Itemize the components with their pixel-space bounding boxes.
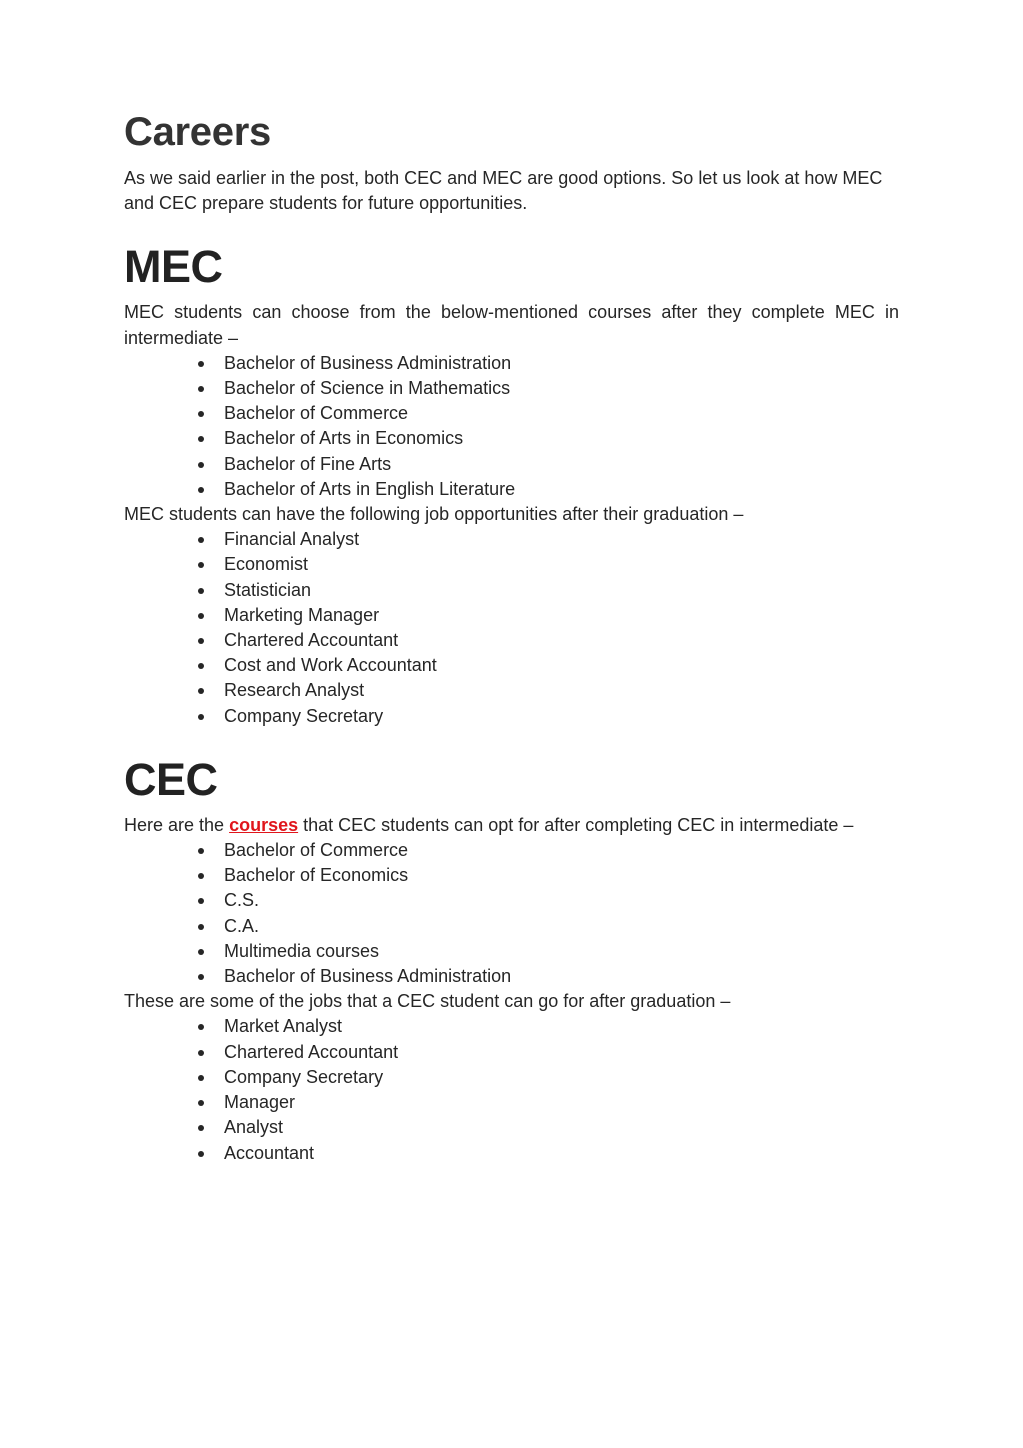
bullet-icon [198, 1100, 204, 1106]
bullet-icon [198, 361, 204, 367]
bullet-icon [198, 949, 204, 955]
cec-courses-intro: Here are the courses that CEC students can opt for after completing CEC in intermediate – [124, 814, 854, 835]
bullet-icon [198, 1125, 204, 1131]
list-item: C.A. [124, 914, 899, 939]
mec-heading: MEC [124, 241, 223, 293]
list-item: Bachelor of Business Administration [124, 964, 899, 989]
list-item: Chartered Accountant [124, 1040, 899, 1065]
bullet-icon [198, 1075, 204, 1081]
bullet-icon [198, 898, 204, 904]
bullet-icon [198, 386, 204, 392]
cec-jobs-intro: These are some of the jobs that a CEC student can go for after graduation – [124, 991, 731, 1012]
list-item: Bachelor of Commerce [124, 838, 899, 863]
bullet-icon [198, 537, 204, 543]
bullet-icon [198, 688, 204, 694]
list-item: Bachelor of Economics [124, 863, 899, 888]
courses-link[interactable]: courses [229, 814, 299, 835]
list-item: Company Secretary [124, 1065, 899, 1090]
bullet-icon [198, 1151, 204, 1157]
list-item: Cost and Work Accountant [124, 653, 899, 678]
document-page [124, 104, 899, 1166]
list-item: Accountant [124, 1141, 899, 1166]
mec-jobs-intro: MEC students can have the following job opportunities after their graduation – [124, 504, 744, 525]
bullet-icon [198, 873, 204, 879]
list-item: Chartered Accountant [124, 628, 899, 653]
bullet-icon [198, 588, 204, 594]
list-item: Analyst [124, 1115, 899, 1140]
list-item: Multimedia courses [124, 939, 899, 964]
bullet-icon [198, 638, 204, 644]
list-item: Financial Analyst [124, 527, 899, 552]
list-item: Bachelor of Fine Arts [124, 452, 899, 477]
bullet-icon [198, 462, 204, 468]
bullet-icon [198, 487, 204, 493]
list-item: C.S. [124, 888, 899, 913]
list-item: Bachelor of Arts in English Literature [124, 477, 899, 502]
list-item: Bachelor of Science in Mathematics [124, 376, 899, 401]
bullet-icon [198, 924, 204, 930]
list-item: Statistician [124, 578, 899, 603]
list-item: Manager [124, 1090, 899, 1115]
list-item: Bachelor of Arts in Economics [124, 426, 899, 451]
bullet-icon [198, 848, 204, 854]
bullet-icon [198, 974, 204, 980]
cec-heading: CEC [124, 753, 218, 805]
bullet-icon [198, 436, 204, 442]
careers-intro: As we said earlier in the post, both CEC and MEC are good options. So let us look at how MEC and CEC prepare students for future opportunities. [124, 168, 883, 214]
cec-jobs-list [124, 1014, 899, 1165]
careers-heading: Careers [124, 110, 271, 154]
mec-courses-intro: MEC students can choose from the below-mentioned courses after they complete MEC in intermediate – [124, 302, 899, 348]
list-item: Research Analyst [124, 678, 899, 703]
list-item: Company Secretary [124, 704, 899, 729]
mec-courses-list [124, 351, 899, 502]
bullet-icon [198, 562, 204, 568]
list-item: Market Analyst [124, 1014, 899, 1039]
list-item: Marketing Manager [124, 603, 899, 628]
bullet-icon [198, 613, 204, 619]
cec-courses-list [124, 838, 899, 989]
bullet-icon [198, 663, 204, 669]
bullet-icon [198, 1050, 204, 1056]
bullet-icon [198, 1024, 204, 1030]
list-item: Bachelor of Business Administration [124, 351, 899, 376]
list-item: Economist [124, 552, 899, 577]
mec-jobs-list [124, 527, 899, 729]
list-item: Bachelor of Commerce [124, 401, 899, 426]
bullet-icon [198, 714, 204, 720]
bullet-icon [198, 411, 204, 417]
